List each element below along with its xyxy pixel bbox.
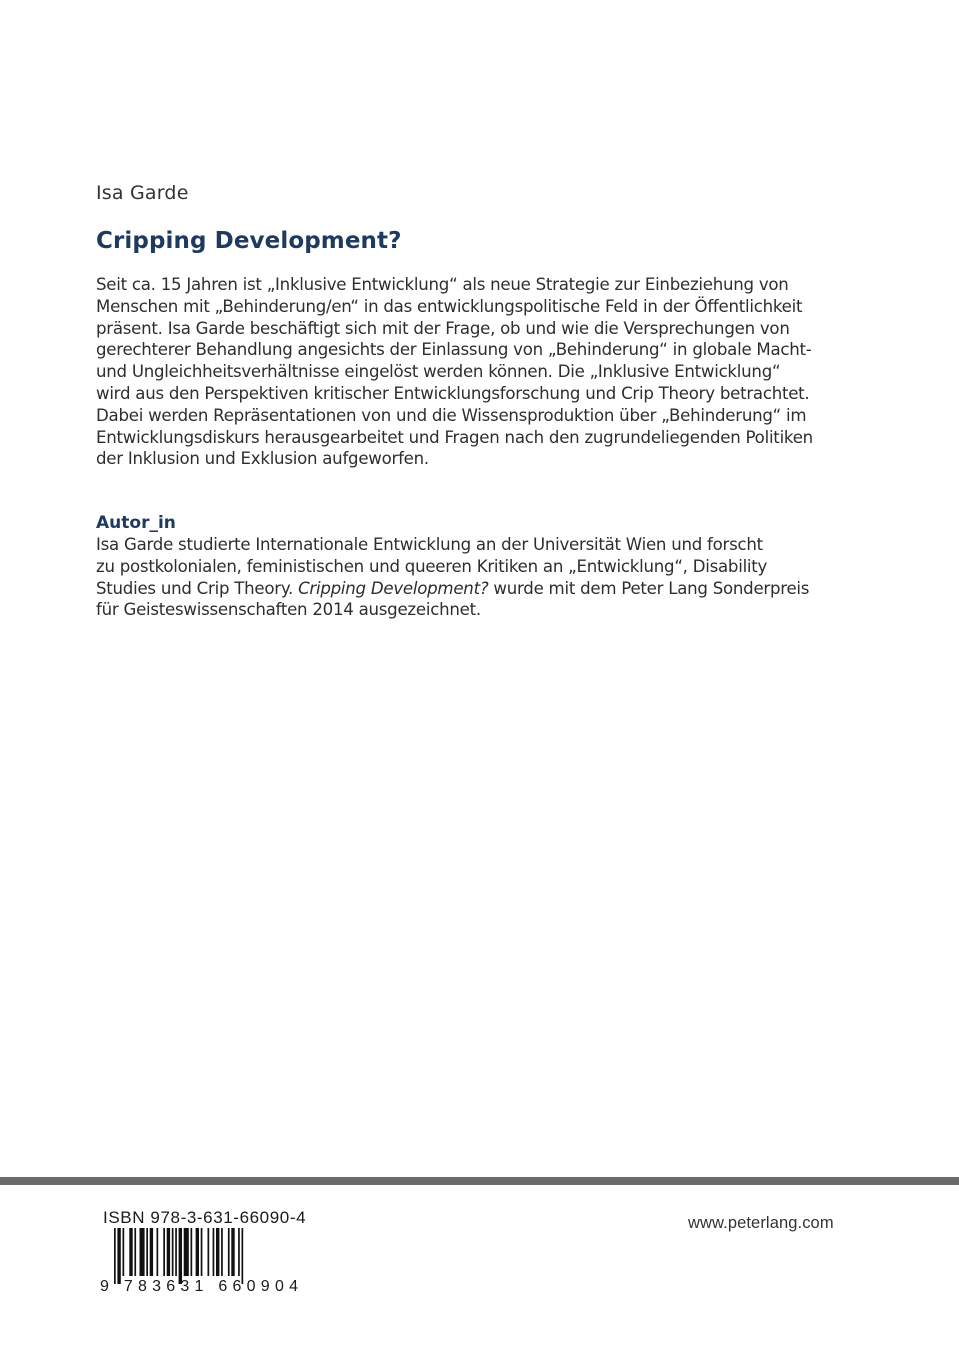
bio-heading: Autor_in: [96, 513, 176, 533]
barcode-bar: [242, 1228, 244, 1284]
barcode-bar: [179, 1228, 182, 1284]
barcode-bar: [114, 1228, 116, 1284]
author-name: Isa Garde: [96, 182, 189, 204]
barcode-bar: [146, 1228, 148, 1276]
barcode-digits: 9 783631 660904: [100, 1278, 298, 1294]
barcode-bar: [228, 1228, 230, 1276]
book-title: Cripping Development?: [96, 228, 402, 254]
barcode-bar: [123, 1228, 125, 1276]
author-bio: [96, 534, 810, 621]
barcode-bar: [157, 1228, 159, 1276]
barcode-bar: [134, 1228, 136, 1276]
blurb-line: wird aus den Perspektiven kritischer Entwicklungsforschung und Crip Theory betrachtet.: [96, 383, 810, 403]
bio-line: Isa Garde studierte Internationale Entwicklung an der Universität Wien und forscht: [96, 535, 763, 554]
barcode-bar: [167, 1228, 170, 1276]
barcode-bar: [129, 1228, 132, 1276]
barcode-bar: [117, 1228, 120, 1284]
barcode-bar: [140, 1228, 145, 1276]
isbn-barcode: [100, 1228, 310, 1294]
bio-line: [96, 578, 810, 600]
barcode-bar: [216, 1228, 219, 1276]
blurb-line: Dabei werden Repräsentationen von und die Wissensproduktion über „Behinderung“ im: [96, 405, 807, 425]
barcode-bar: [163, 1228, 165, 1276]
bio-text: Studies und Crip Theory.: [96, 578, 299, 598]
barcode-bar: [201, 1228, 203, 1276]
barcode-bar: [231, 1228, 234, 1276]
blurb-line: der Inklusion und Exklusion aufgeworfen.: [96, 449, 429, 469]
barcode-bars: [114, 1228, 243, 1284]
blurb: [96, 274, 813, 470]
barcode-bar: [213, 1228, 215, 1276]
bio-text: wurde mit dem Peter Lang Sonderpreis: [488, 578, 810, 598]
blurb-line: und Ungleichheitsverhältnisse eingelöst werden können. Die „Inklusive Entwicklung“: [96, 362, 781, 382]
barcode-bar: [208, 1228, 210, 1276]
blurb-line: gerechterer Behandlung angesichts der Einlassung von „Behinderung“ in globale Macht-: [96, 340, 812, 360]
blurb-line: präsent. Isa Garde beschäftigt sich mit der Frage, ob und wie die Versprechungen von: [96, 318, 790, 338]
barcode-bar: [184, 1228, 189, 1276]
isbn-label: ISBN 978-3-631-66090-4: [103, 1208, 307, 1227]
barcode-bar: [191, 1228, 193, 1276]
blurb-line: Seit ca. 15 Jahren ist „Inklusive Entwicklung“ als neue Strategie zur Einbeziehung von: [96, 275, 789, 294]
bio-title-italic: Cripping Development?: [298, 578, 489, 598]
barcode-bar: [221, 1228, 223, 1276]
barcode-bar: [175, 1228, 177, 1276]
blurb-line: Entwicklungsdiskurs herausgearbeitet und Fragen nach den zugrundeliegenden Politiken: [96, 427, 813, 447]
barcode-bar: [238, 1228, 240, 1276]
barcode-bar: [172, 1228, 174, 1276]
barcode-bar: [196, 1228, 199, 1276]
blurb-line: Menschen mit „Behinderung/en“ in das entwicklungspolitische Feld in der Öffentlichkeit: [96, 296, 803, 316]
bio-line: zu postkolonialen, feministischen und queeren Kritiken an „Entwicklung“, Disability: [96, 556, 768, 576]
bio-line: für Geisteswissenschaften 2014 ausgezeichnet.: [96, 600, 481, 620]
barcode-bar: [150, 1228, 153, 1276]
publisher-website: www.peterlang.com: [688, 1214, 834, 1232]
footer-divider: [0, 1177, 959, 1185]
